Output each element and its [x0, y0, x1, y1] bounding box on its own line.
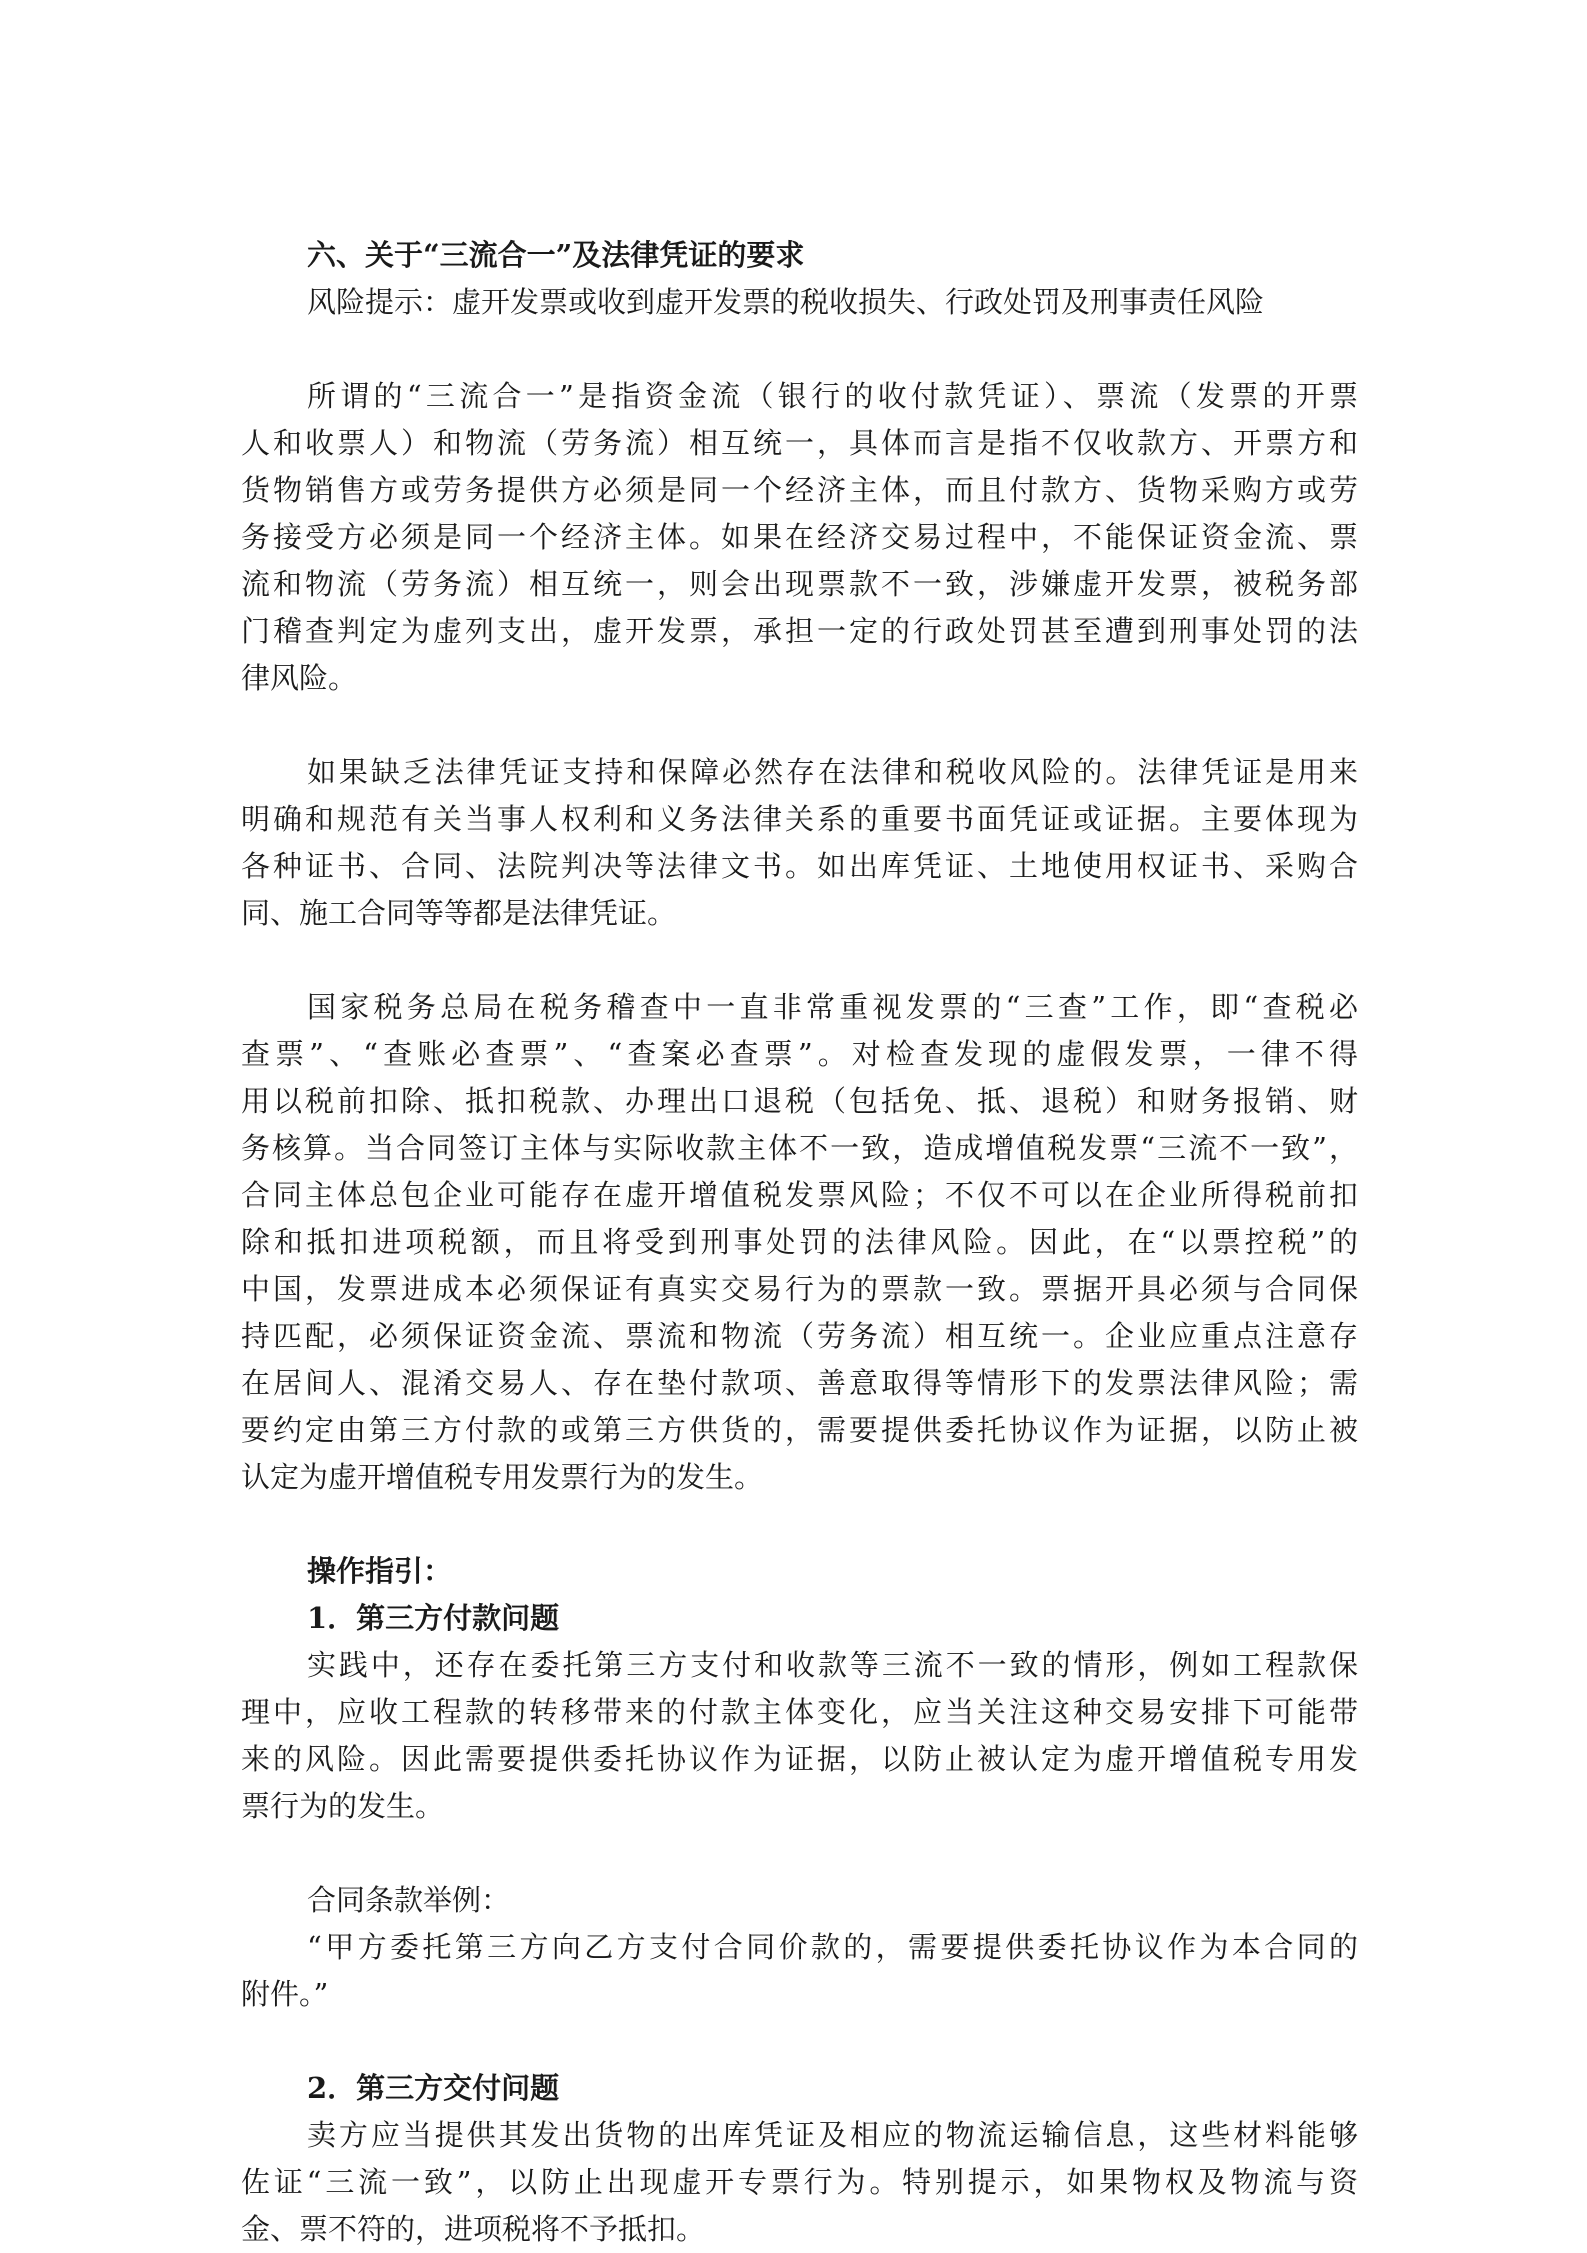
paragraph-line: 门稽查判定为虚列支出，虚开发票，承担一定的行政处罚甚至遭到刑事处罚的法: [241, 614, 1358, 648]
paragraph-three-flows: [241, 373, 1358, 702]
paragraph-line: 务核算。当合同签订主体与实际收款主体不一致，造成增值税发票“三流不一致”，: [241, 1131, 1358, 1165]
paragraph-line: 金、票不符的，进项税将不予抵扣。: [241, 2212, 706, 2246]
paragraph-line: 用以税前扣除、抵扣税款、办理出口退税（包括免、抵、退税）和财务报销、财: [241, 1084, 1358, 1118]
paragraph-line: 明确和规范有关当事人权利和义务法律关系的重要书面凭证或证据。主要体现为: [241, 802, 1358, 836]
paragraph-legal-voucher: [241, 749, 1358, 937]
paragraph-line: 货物销售方或劳务提供方必须是同一个经济主体，而且付款方、货物采购方或劳: [241, 473, 1358, 507]
paragraph-line: 国家税务总局在税务稽查中一直非常重视发票的“三查”工作，即“查税必: [307, 990, 1358, 1024]
paragraph-line: 人和收票人）和物流（劳务流）相互统一，具体而言是指不仅收款方、开票方和: [241, 426, 1358, 460]
paragraph-line: 如果缺乏法律凭证支持和保障必然存在法律和税收风险的。法律凭证是用来: [307, 755, 1358, 789]
paragraph-line: 流和物流（劳务流）相互统一，则会出现票款不一致，涉嫌虚开发票，被税务部: [241, 567, 1358, 601]
paragraph-line: 实践中，还存在委托第三方支付和收款等三流不一致的情形，例如工程款保: [307, 1648, 1358, 1682]
paragraph-line: 票行为的发生。: [241, 1789, 445, 1823]
paragraph-line: 持匹配，必须保证资金流、票流和物流（劳务流）相互统一。企业应重点注意存: [241, 1319, 1358, 1353]
paragraph-line: 来的风险。因此需要提供委托协议作为证据，以防止被认定为虚开增值税专用发: [241, 1742, 1358, 1776]
paragraph-line: 在居间人、混淆交易人、存在垫付款项、善意取得等情形下的发票法律风险；需: [241, 1366, 1358, 1400]
risk-note: 风险提示：虚开发票或收到虚开发票的税收损失、行政处罚及刑事责任风险: [307, 285, 1265, 319]
paragraph-line: 务接受方必须是同一个经济主体。如果在经济交易过程中，不能保证资金流、票: [241, 520, 1358, 554]
paragraph-line: 卖方应当提供其发出货物的出库凭证及相应的物流运输信息，这些材料能够: [307, 2118, 1358, 2152]
paragraph-line: 合同主体总包企业可能存在虚开增值税发票风险；不仅不可以在企业所得税前扣: [241, 1178, 1358, 1212]
paragraph-line: 除和抵扣进项税额，而且将受到刑事处罚的法律风险。因此，在“以票控税”的: [241, 1225, 1358, 1259]
paragraph-line: 各种证书、合同、法院判决等法律文书。如出库凭证、土地使用权证书、采购合: [241, 849, 1358, 883]
document-page: [241, 232, 1358, 2253]
paragraph-line: 律风险。: [241, 661, 358, 695]
section-heading: 六、关于“三流合一”及法律凭证的要求: [307, 238, 805, 272]
paragraph-line: 所谓的“三流合一”是指资金流（银行的收付款凭证）、票流（发票的开票: [307, 379, 1358, 413]
guide-title: 操作指引：: [307, 1554, 453, 1588]
paragraph-line: 附件。”: [241, 1977, 329, 2011]
paragraph-tax-inspection: [241, 984, 1358, 1501]
paragraph-line: 认定为虚开增值税专用发票行为的发生。: [241, 1460, 764, 1494]
paragraph-line: 佐证“三流一致”，以防止出现虚开专票行为。特别提示，如果物权及物流与资: [241, 2165, 1358, 2199]
paragraph-line: “甲方委托第三方向乙方支付合同价款的，需要提供委托协议作为本合同的: [307, 1930, 1358, 1964]
clause-title: 合同条款举例：: [307, 1883, 511, 1917]
paragraph-line: 同、施工合同等等都是法律凭证。: [241, 896, 677, 930]
item2-body: [241, 2112, 1358, 2253]
paragraph-line: 理中，应收工程款的转移带来的付款主体变化，应当关注这种交易安排下可能带: [241, 1695, 1358, 1729]
paragraph-line: 中国，发票进成本必须保证有真实交易行为的票款一致。票据开具必须与合同保: [241, 1272, 1358, 1306]
item2-title: 2．第三方交付问题: [307, 2071, 560, 2105]
paragraph-line: 查票”、“查账必查票”、“查案必查票”。对检查发现的虚假发票，一律不得: [241, 1037, 1358, 1071]
item1-body: [241, 1642, 1358, 1830]
paragraph-line: 要约定由第三方付款的或第三方供货的，需要提供委托协议作为证据，以防止被: [241, 1413, 1358, 1447]
item1-title: 1．第三方付款问题: [307, 1601, 560, 1635]
clause-body: [241, 1924, 1358, 2018]
